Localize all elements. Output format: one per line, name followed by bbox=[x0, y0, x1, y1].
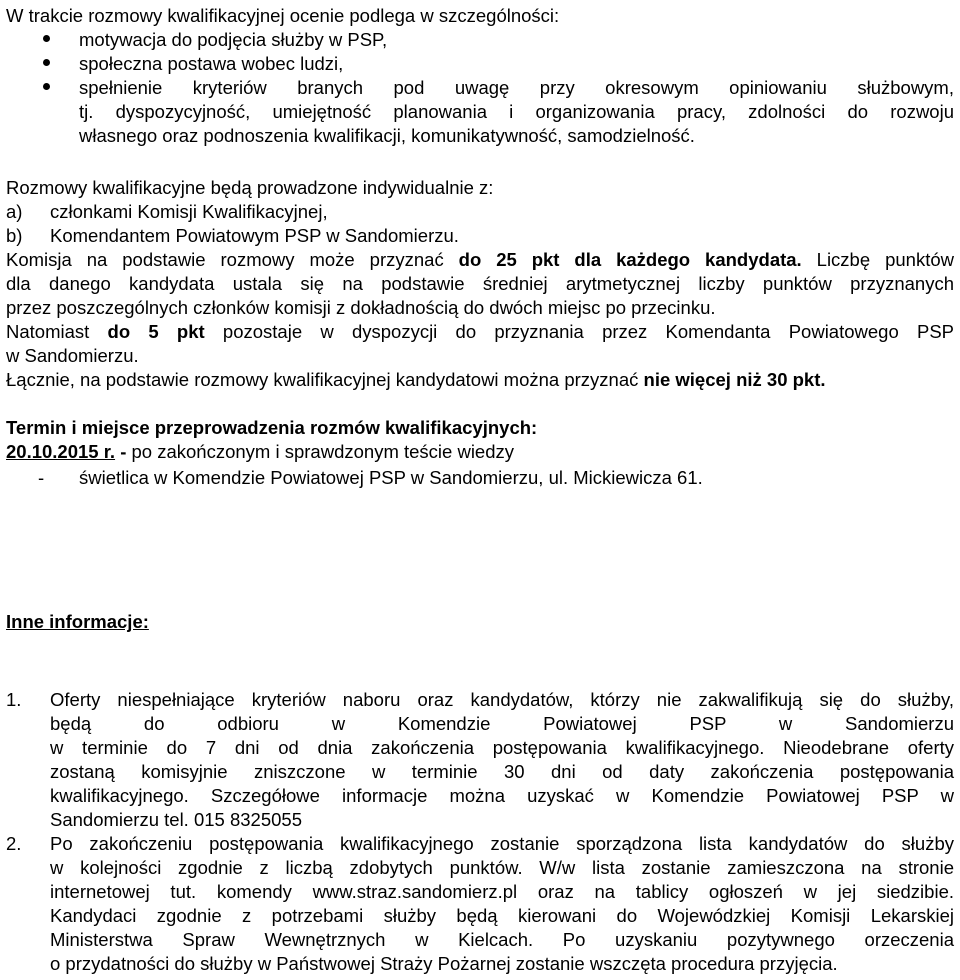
other-item-line: Sandomierzu tel. 015 8325055 bbox=[50, 809, 302, 830]
intro-text: W trakcie rozmowy kwalifikacyjnej ocenie podlega w szczególności: bbox=[6, 5, 560, 26]
other-item-line: o przydatności do służby w Państwowej Straży Pożarnej zostanie wszczęta procedura przyjęcia. bbox=[50, 953, 838, 974]
other-item-line: w terminie do 7 dni od dnia zakończenia postępowania kwalifikacyjnego. Nieodebrane oferty bbox=[50, 737, 954, 758]
other-item-line: zostaną komisyjnie zniszczone w terminie 30 dni od daty zakończenia postępowania bbox=[50, 761, 954, 782]
list-marker: b) bbox=[6, 225, 23, 246]
other-item-line: internetowej tut. komendy www.straz.sandomierz.pl oraz na tablicy ogłoszeń w jej siedzibie. bbox=[50, 881, 954, 902]
schedule-heading: Termin i miejsce przeprowadzenia rozmów kwalifikacyjnych: bbox=[6, 417, 538, 438]
other-item-line: Oferty niespełniające kryteriów naboru oraz kandydatów, którzy nie zakwalifikują się do służby, bbox=[50, 689, 954, 710]
list-marker: - bbox=[38, 467, 45, 488]
list-marker: 1. bbox=[6, 689, 22, 710]
list-marker: a) bbox=[6, 201, 23, 222]
bullet-icon bbox=[43, 35, 50, 42]
interviews-item: członkami Komisji Kwalifikacyjnej, bbox=[50, 201, 328, 222]
scoring-paragraph: dla danego kandydata ustala się na podstawie średniej arytmetycznej liczby punktów przyznanych bbox=[6, 273, 954, 294]
scoring-total: Łącznie, na podstawie rozmowy kwalifikacyjnej kandydatowi można przyznać nie więcej niż 30 pkt. bbox=[6, 369, 826, 390]
other-heading: Inne informacje: bbox=[6, 611, 149, 632]
other-item-line: w kolejności zgodnie z liczbą zdobytych punktów. W/w lista zostanie zamieszczona na stronie bbox=[50, 857, 954, 878]
scoring-paragraph: przez poszczególnych członków komisji z dokładnością do dwóch miejsc po przecinku. bbox=[6, 297, 716, 318]
criteria-item: społeczna postawa wobec ludzi, bbox=[79, 53, 344, 74]
other-item-line: będą do odbioru w Komendzie Powiatowej PSP w Sandomierzu bbox=[50, 713, 954, 734]
bullet-icon bbox=[43, 83, 50, 90]
interviews-lead: Rozmowy kwalifikacyjne będą prowadzone indywidualnie z: bbox=[6, 177, 494, 198]
schedule-place: świetlica w Komendzie Powiatowej PSP w Sandomierzu, ul. Mickiewicza 61. bbox=[79, 467, 703, 488]
scoring-paragraph: Natomiast do 5 pkt pozostaje w dyspozycji do przyznania przez Komendanta Powiatowego PSP bbox=[6, 321, 955, 342]
criteria-continuation: własnego oraz podnoszenia kwalifikacji, komunikatywność, samodzielność. bbox=[79, 125, 695, 146]
scoring-paragraph: Komisja na podstawie rozmowy może przyznać do 25 pkt dla każdego kandydata. Liczbę punktów bbox=[6, 249, 954, 270]
other-item-line: Kandydaci zgodnie z potrzebami służby będą kierowani do Wojewódzkiej Komisji Lekarskiej bbox=[50, 905, 954, 926]
criteria-item: spełnienie kryteriów branych pod uwagę przy okresowym opiniowaniu służbowym, bbox=[79, 77, 954, 98]
scoring-paragraph: w Sandomierzu. bbox=[6, 345, 139, 366]
schedule-date-line: 20.10.2015 r. - po zakończonym i sprawdzonym teście wiedzy bbox=[6, 441, 515, 462]
other-item-line: kwalifikacyjnego. Szczegółowe informacje można uzyskać w Komendzie Powiatowej PSP w bbox=[50, 785, 954, 806]
interviews-item: Komendantem Powiatowym PSP w Sandomierzu. bbox=[50, 225, 459, 246]
criteria-item: motywacja do podjęcia służby w PSP, bbox=[79, 29, 388, 50]
criteria-continuation: tj. dyspozycyjność, umiejętność planowania i organizowania pracy, zdolności do rozwoju bbox=[79, 101, 954, 122]
list-marker: 2. bbox=[6, 833, 22, 854]
bullet-icon bbox=[43, 59, 50, 66]
other-item-line: Po zakończeniu postępowania kwalifikacyjnego zostanie sporządzona lista kandydatów do służby bbox=[50, 833, 954, 854]
other-item-line: Ministerstwa Spraw Wewnętrznych w Kielcach. Po uzyskaniu pozytywnego orzeczenia bbox=[50, 929, 954, 950]
